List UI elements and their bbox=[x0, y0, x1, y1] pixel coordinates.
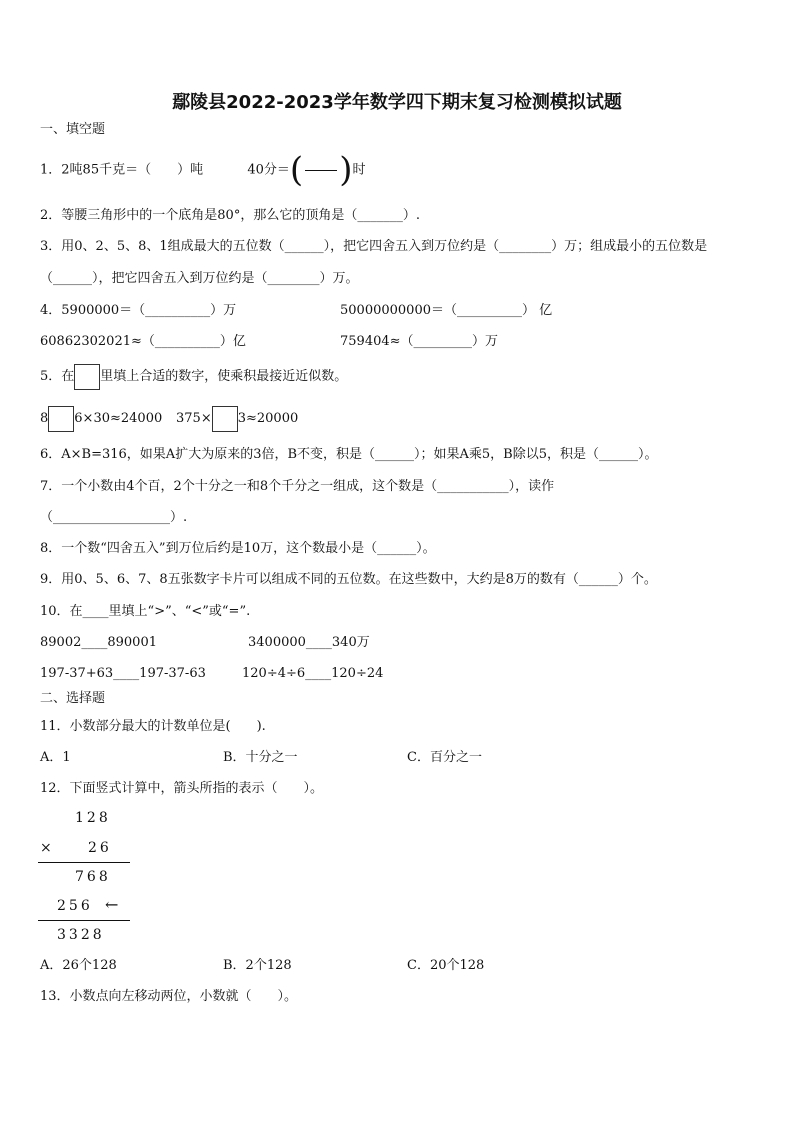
page-title: 鄢陵县2022-2023学年数学四下期末复习检测模拟试题 bbox=[172, 92, 622, 113]
arrow-icon: ← bbox=[105, 895, 122, 914]
digit-box bbox=[74, 364, 100, 390]
digit-box bbox=[48, 406, 74, 432]
question-12: 12．下面竖式计算中，箭头所指的表示（ ）。 bbox=[40, 781, 324, 796]
question-10-a: 89002____890001 bbox=[40, 635, 157, 650]
q1-part-b: 40分＝ bbox=[247, 162, 290, 178]
question-7-line-2: （__________________）. bbox=[40, 510, 188, 525]
calc-partial-1: 768 bbox=[75, 869, 111, 885]
question-11: 11．小数部分最大的计数单位是( ). bbox=[40, 719, 266, 734]
q1-part-c: 时 bbox=[352, 162, 366, 178]
section-heading-choice: 二、选择题 bbox=[40, 691, 106, 706]
q11-option-b: B．十分之一 bbox=[223, 750, 298, 765]
question-2: 2．等腰三角形中的一个底角是80°，那么它的顶角是（_______）. bbox=[40, 208, 420, 223]
question-4-c: 60862302021≈（__________）亿 bbox=[40, 334, 246, 349]
fraction-blank bbox=[303, 162, 339, 179]
q1-part-a: 1．2吨85千克＝（ ）吨 bbox=[40, 162, 204, 178]
question-3-line-2: （______），把它四舍五入到万位约是（________）万。 bbox=[40, 271, 359, 286]
q11-option-c: C．百分之一 bbox=[407, 750, 482, 765]
question-8: 8．一个数“四舍五入”到万位后约是10万，这个数最小是（______）。 bbox=[40, 541, 436, 556]
calc-multiplier: 26 bbox=[88, 840, 112, 856]
question-5-expr-1: 8 6×30≈24000 bbox=[40, 405, 162, 433]
q12-option-a: A．26个128 bbox=[40, 958, 117, 973]
question-4-a: 4．5900000＝（__________）万 bbox=[40, 303, 237, 318]
calc-rule-1 bbox=[38, 862, 130, 863]
question-10-b: 3400000____340万 bbox=[248, 635, 370, 650]
question-10: 10．在____里填上“>”、“<”或“=”. bbox=[40, 604, 251, 619]
question-5-expr-2: 375× 3≈20000 bbox=[176, 405, 298, 433]
calc-multiplicand: 128 bbox=[75, 810, 111, 826]
times-sign: × bbox=[40, 840, 55, 856]
digit-box bbox=[212, 406, 238, 432]
question-4-b: 50000000000＝（__________） 亿 bbox=[340, 303, 553, 318]
q12-option-c: C．20个128 bbox=[407, 958, 485, 973]
question-3-line-1: 3．用0、2、5、8、1组成最大的五位数（______），把它四舍五入到万位约是（________）万；组成最小的五位数是 bbox=[40, 239, 708, 254]
q12-option-b: B．2个128 bbox=[223, 958, 292, 973]
section-heading-fill-blank: 一、填空题 bbox=[40, 122, 106, 137]
question-10-d: 120÷4÷6____120÷24 bbox=[242, 666, 384, 681]
question-10-c: 197-37+63____197-37-63 bbox=[40, 666, 206, 681]
question-9: 9．用0、5、6、7、8五张数字卡片可以组成不同的五位数。在这些数中，大约是8万的数有（______）个。 bbox=[40, 572, 657, 587]
calc-partial-2: 256 bbox=[57, 898, 93, 914]
q11-option-a: A．1 bbox=[40, 750, 71, 765]
question-1: 1．2吨85千克＝（ ）吨 40分＝( )时 bbox=[40, 150, 366, 190]
question-5: 5．在 里填上合适的数字，使乘积最接近近似数。 bbox=[40, 363, 347, 391]
question-13: 13．小数点向左移动两位，小数就（ ）。 bbox=[40, 989, 298, 1004]
question-4-d: 759404≈（_________）万 bbox=[340, 334, 499, 349]
question-6: 6．A×B=316，如果A扩大为原来的3倍，B不变，积是（______）；如果A乘5，B除以5，积是（______）。 bbox=[40, 447, 658, 462]
calc-rule-2 bbox=[38, 920, 130, 921]
question-7-line-1: 7．一个小数由4个百，2个十分之一和8个千分之一组成，这个数是（___________），读作 bbox=[40, 479, 555, 494]
calc-product: 3328 bbox=[57, 927, 105, 943]
